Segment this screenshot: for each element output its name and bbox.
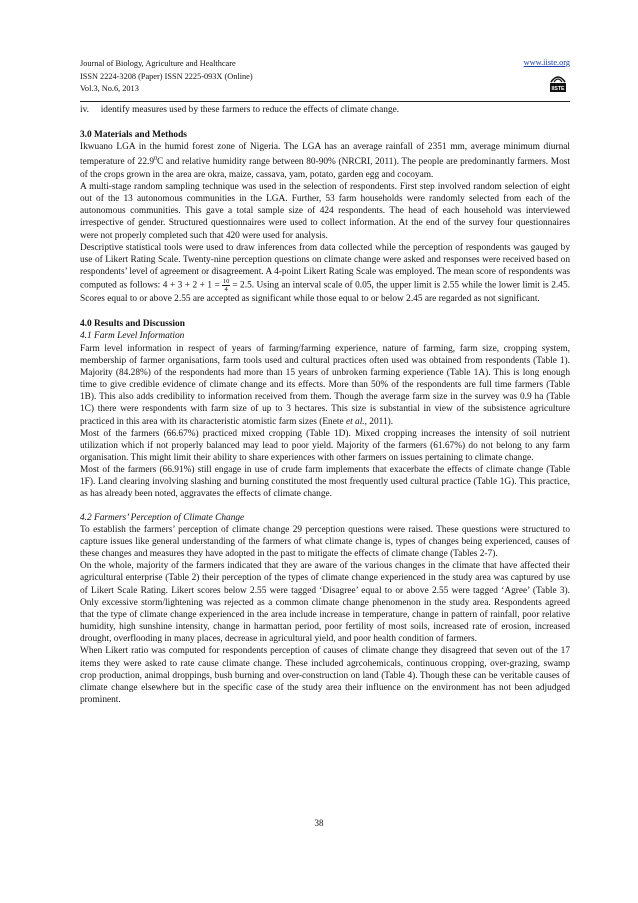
paragraph: Most of the farmers (66.91%) still engage in use of crude farm implements that exacerbate the effects of climate change (Table 1F). Land clearing involving slashing and burning constituted the most frequently used cultural practice (Table 1G). This practice, as has already been noted, aggravates the effects of climate change. xyxy=(80,465,570,500)
article-body xyxy=(80,104,570,706)
header-rule xyxy=(80,101,570,102)
paragraph: Ikwuano LGA in the humid forest zone of Nigeria. The LGA has an average rainfall of 2351 mm, average minimum diurnal temperature of 22.9$^0$C and relative humidity range between 80-90% (NRCRI, 2011). The people are predominantly farmers. Most of the crops grown in the area are okra, maize, cassava, yam, potato, garden egg and cocoyam. xyxy=(80,142,570,180)
journal-issn: ISSN 2224-3208 (Paper) ISSN 2225-093X (Online) xyxy=(80,71,253,81)
paragraph: Farm level information in respect of years of farming/farming experience, nature of farming, farm size, cropping system, membership of farmer organisations, farm tools used and cultural practices often used was obtained from respondents (Table 1). Majority (84.28%) of the respondents had more than 15 years of unbroken farming experience (Table 1A). This is long enough time to give credible evidence of climate change and its effects. More than 50% of the respondents are full time farmers (Table 1B). This also adds credibility to information received from them. Though the average farm size in the survey was 0.9 ha (Table 1C) there were respondents with farm size of up to 3 hectares. This size is substantial in view of the subsistence agriculture practiced in this area with its characteristic atomistic farm sizes (Enete et al., 2011). xyxy=(80,343,570,427)
paragraph: Most of the farmers (66.67%) practiced mixed cropping (Table 1D). Mixed cropping increases the intensity of soil nutrient utilization which if not properly balanced may lead to poor yield. Majority of the farmers (61.67%) do not belong to any farm organisation. This might limit their ability to share experiences with other farmers on issues pertaining to climate change. xyxy=(80,428,570,464)
logo-text: IISTE xyxy=(551,86,565,93)
journal-volume: Vol.3, No.6, 2013 xyxy=(80,84,139,93)
paragraph: When Likert ratio was computed for respondents perception of causes of climate change they disagreed that seven out of the 17 items they were asked to rate cause climate change. These included agrcohemicals, continuous cropping, over-grazing, swamp crop production, animal droppings, bush burning and over-construction on land (Table 4). Though these can be veritable causes of climate change elsewhere but in the specific case of the study area their influence on the environment has not been adjudged prominent. xyxy=(80,646,570,705)
fraction: $\frac{10}{4}$ xyxy=(222,278,230,294)
paragraph: On the whole, majority of the farmers indicated that they are aware of the various changes in the climate that have affected their agricultural enterprise (Table 2) their perception of the types of climate change experienced in the study area was captured by use of Likert Scale Rating. Likert scores below 2.55 were tagged ‘Disagree’ equal to or above 2.55 were tagged ‘Agree’ (Table 3). Only excessive storm/lightening was rejected as a common climate change phenomenon in the study area. Respondents agreed that the type of climate change experienced in the area include increase in temperature, change in pattern of rainfall, poor relative humidity, high sunshine intensity, change in harmattan period, poor fertility of most soils, increased rate of erosion, increased drought, overflooding in many places, decrease in agricultural yield, and poor health condition of farmers. xyxy=(80,561,570,645)
iiste-logo-icon xyxy=(548,72,568,96)
journal-title: Journal of Biology, Agriculture and Healthcare xyxy=(80,59,236,68)
item-text: identify measures used by these farmers to reduce the effects of climate change. xyxy=(100,105,400,115)
section-3-heading: 3.0 Materials and Methods xyxy=(80,130,187,141)
objective-item-iv xyxy=(80,104,570,116)
item-number: iv. xyxy=(80,105,89,115)
journal-website-link[interactable]: www.iiste.org xyxy=(523,58,570,67)
section-4-1-heading: 4.1 Farm Level Information xyxy=(80,331,185,342)
paragraph: A multi-stage random sampling technique was used in the selection of respondents. First step involved random selection of eight out of the 13 autonomous communities in the LGA. Further, 53 farm households were randomly selected from each of the autonomous communities. This gave a total sample size of 424 respondents. The head of each household was interviewed irrespective of gender. Structured questionnaires were used to collect information. At the end of the survey four questionnaires were not properly completed such that 420 were used for analysis. xyxy=(80,181,570,241)
section-4-2-heading: 4.2 Farmers’ Perception of Climate Change xyxy=(80,512,245,523)
section-4-heading: 4.0 Results and Discussion xyxy=(80,319,185,330)
paragraph: Descriptive statistical tools were used to draw inferences from data collected while the perception of respondents was gauged by use of Likert Rating Scale. Twenty-nine perception questions on climate change were asked and responses were received based on respondents’ level of agreement or disagreement. A 4-point Likert Rating Scale was employed. The mean score of respondents was computed as follows: 4 + 3 + 2 + 1 = $\frac{10}{4}$ = 2.5. Using an interval scale of 0.05, the upper limit is 2.55 while the lower limit is 2.45. Scores equal to or above 2.55 are accepted as significant while those equal to or below 2.45 are regarded as not significant. xyxy=(80,242,570,305)
page-number: 38 xyxy=(314,818,324,828)
journal-header xyxy=(80,58,253,96)
paragraph: To establish the farmers’ perception of climate change 29 perception questions were raised. These questions were structured to capture issues like general understanding of the farmers of what climate change is, types of changes being experienced, causes of these changes and measures they have adopted in the past to mitigate the effects of climate change (Tables 2-7). xyxy=(80,524,570,560)
